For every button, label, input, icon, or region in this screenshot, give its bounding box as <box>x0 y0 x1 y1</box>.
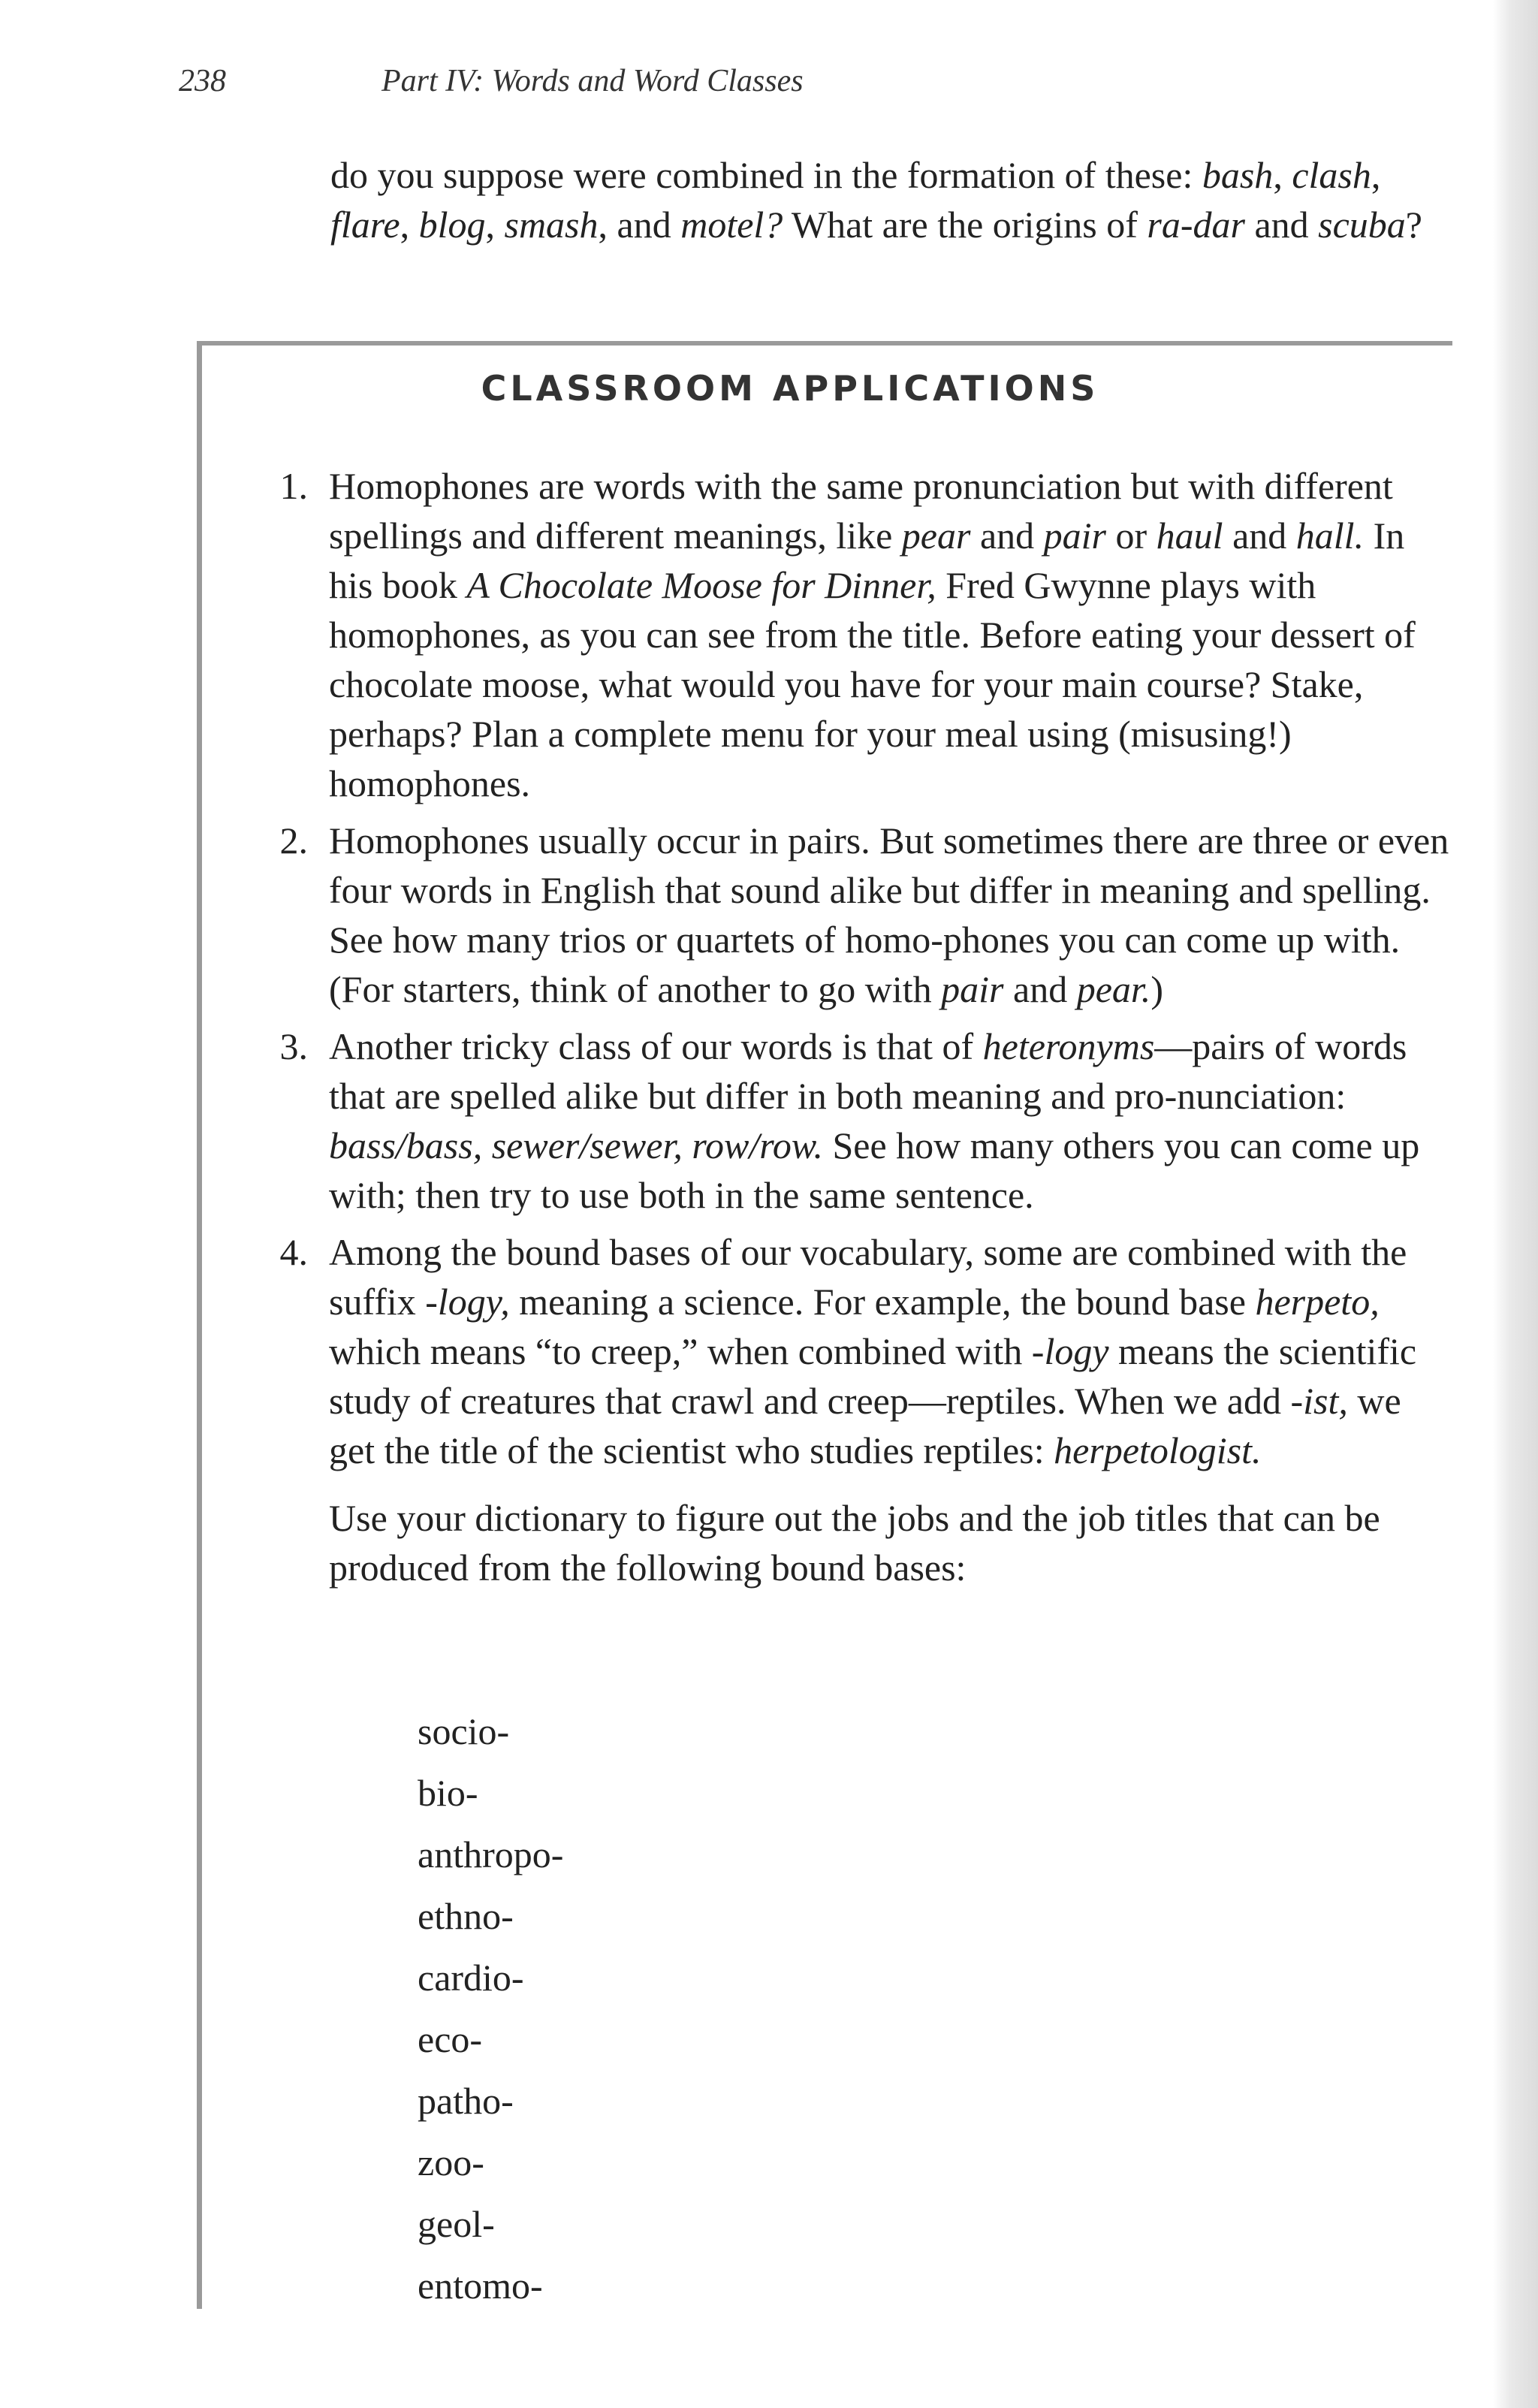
bound-base: patho- <box>418 2080 514 2122</box>
sidebar-left-rule <box>197 341 202 2309</box>
intro-word: blog <box>418 204 486 246</box>
intro-text: , and <box>598 204 681 246</box>
bound-base: eco- <box>418 2018 483 2060</box>
item-italic-run: herpetologist. <box>1054 1429 1262 1471</box>
sidebar-top-rule <box>197 341 1452 346</box>
list-item <box>248 1227 1449 1592</box>
intro-word: scuba <box>1318 204 1406 246</box>
intro-text: , <box>1273 154 1292 196</box>
intro-text: ? <box>1405 204 1422 246</box>
item-number: 2. <box>279 819 308 862</box>
item-number: 1. <box>279 465 308 507</box>
item-text <box>329 461 1449 808</box>
item-text-run: and <box>1003 968 1077 1010</box>
intro-text: , <box>400 204 419 246</box>
item-italic-run: pear <box>901 514 971 557</box>
bound-base: geol- <box>418 2203 495 2245</box>
item-text-run: meaning a science. For example, the bound base <box>509 1281 1256 1323</box>
item-text-run: Homophones are words with the same pronunciation but with different spellings and different meanings, like <box>329 465 1393 557</box>
item-followup-text: Use your dictionary to figure out the jobs and the job titles that can be produced from the following bound bases: <box>329 1497 1380 1589</box>
intro-word: motel? <box>680 204 783 246</box>
intro-text: and <box>1244 204 1319 246</box>
bound-base: socio- <box>418 1710 510 1752</box>
item-text-run: ) <box>1150 968 1163 1010</box>
item-number: 3. <box>279 1025 308 1067</box>
applications-list <box>248 461 1449 1600</box>
intro-word: smash <box>504 204 599 246</box>
bound-base: anthropo- <box>418 1833 564 1875</box>
running-head <box>179 63 804 99</box>
item-text-run: See how many others you can come up with; then try to use both in the same sentence. <box>329 1124 1420 1216</box>
item-italic-run: pair <box>941 968 1004 1010</box>
sidebar-heading: CLASSROOM APPLICATIONS <box>481 368 1099 409</box>
bound-base: entomo- <box>418 2265 543 2307</box>
bound-base: bio- <box>418 1772 478 1814</box>
list-item <box>248 816 1449 1014</box>
item-text-run: means the scientific study of creatures that crawl and creep—reptiles. When we add <box>329 1330 1417 1422</box>
bound-base: cardio- <box>418 1957 524 1999</box>
item-text <box>329 1021 1449 1220</box>
item-italic-run: -logy <box>1031 1330 1109 1372</box>
item-text-run: Fred Gwynne plays with homophones, as you can see from the title. Before eating your dessert of chocolate moose, what would you have for your main course? Stake, perhaps? Plan a complete menu for your meal using (misusing!) homophones. <box>329 564 1416 804</box>
item-italic-run: haul <box>1156 514 1223 557</box>
item-number: 4. <box>279 1231 308 1273</box>
item-italic-run: pear. <box>1076 968 1151 1010</box>
page-number: 238 <box>179 64 226 98</box>
item-text <box>329 816 1449 1014</box>
bound-bases-list <box>418 1700 563 2316</box>
item-text-run: which means “to creep,” when combined with <box>329 1330 1032 1372</box>
intro-text: , <box>1371 154 1381 196</box>
item-italic-run: pair <box>1043 514 1107 557</box>
item-italic-run: -ist, <box>1290 1380 1348 1422</box>
item-text-run: we get the title of the scientist who studies reptiles: <box>329 1380 1401 1471</box>
intro-text: What are the origins of <box>783 204 1147 246</box>
item-text-run: —pairs of words that are spelled alike but differ in both meaning and pro-nunciation: <box>329 1025 1407 1117</box>
intro-word: bash <box>1202 154 1274 196</box>
item-italic-run: herpeto, <box>1255 1281 1380 1323</box>
intro-word: clash <box>1292 154 1371 196</box>
page-edge-shadow <box>1493 0 1538 2408</box>
item-text-run: Another tricky class of our words is that of <box>329 1025 983 1067</box>
item-italic-run: A Chocolate Moose for Dinner, <box>466 564 936 606</box>
item-text-run: In his book <box>329 514 1405 606</box>
intro-text: do you suppose were combined in the formation of these: <box>330 154 1202 196</box>
item-text-run: or <box>1106 514 1157 557</box>
item-italic-run: -logy, <box>425 1281 510 1323</box>
item-text-run: Homophones usually occur in pairs. But sometimes there are three or even four words in English that sound alike but differ in meaning and spelling. See how many trios or quartets of homo-phones you can come up with. (For starters, think of another to go with <box>329 819 1449 1010</box>
item-text-run: and <box>970 514 1044 557</box>
bound-base: ethno- <box>418 1895 514 1937</box>
running-title: Part IV: Words and Word Classes <box>381 64 804 98</box>
list-item <box>248 461 1449 808</box>
item-italic-run: heteronyms <box>982 1025 1155 1067</box>
item-italic-run: hall. <box>1295 514 1365 557</box>
intro-word: ra-dar <box>1147 204 1245 246</box>
item-text-run: Among the bound bases of our vocabulary, some are combined with the suffix <box>329 1231 1407 1323</box>
intro-word: flare <box>330 204 400 246</box>
item-text-run: and <box>1223 514 1296 557</box>
bound-base: zoo- <box>418 2141 484 2183</box>
item-text <box>329 1227 1449 1475</box>
list-item <box>248 1021 1449 1220</box>
intro-text: , <box>485 204 505 246</box>
item-italic-run: bass/bass, sewer/sewer, row/row. <box>329 1124 823 1166</box>
intro-paragraph <box>330 150 1457 249</box>
